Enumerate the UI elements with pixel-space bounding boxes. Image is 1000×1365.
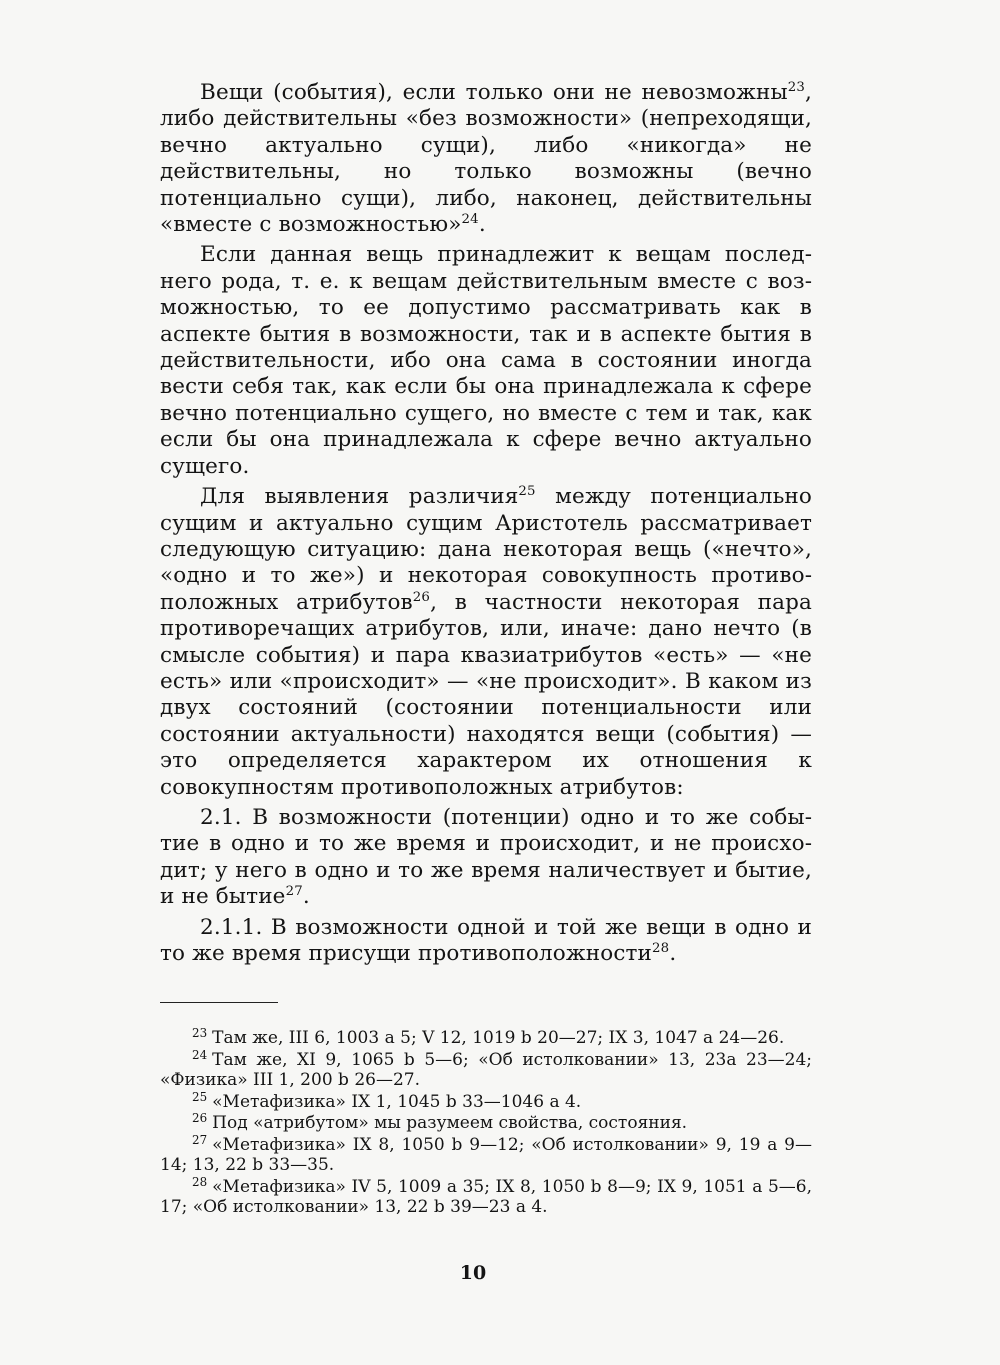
footnote-text: «Метафизика» IX 1, 1045 b 33—1046 a 4. — [212, 1091, 582, 1112]
footnote-text: Под «атрибутом» мы разумеем свойства, состояния. — [212, 1113, 688, 1133]
paragraph-1 — [160, 80, 812, 238]
footnote-28 — [160, 1174, 812, 1218]
footnote-ref-28: 28 — [652, 940, 670, 956]
footnote-text: «Метафизика» IV 5, 1009 a 35; IX 8, 1050 b 8—9; IX 9, 1051 a 5—6, 17; «Об истолковании» 13, 22 b 39—23 a 4. — [160, 1176, 812, 1217]
footnote-24 — [160, 1047, 812, 1091]
footnote-ref-24: 24 — [461, 211, 479, 227]
footnote-ref-23: 23 — [787, 79, 806, 95]
main-text — [160, 80, 812, 971]
paragraph-text: , в частности некоторая пара противоречащих атрибутов, или, иначе: дано нечто (в смысле события) и пара квазиатрибутов «есть» — «не есть» или «происходит» — «не происходит». В каком из двух состояний (состоянии потенциальности или состоянии актуальности) находятся вещи (события) — это определяется характером их отношения к совокупностям противоположных атрибутов: — [160, 589, 812, 800]
paragraph-text: Если данная вещь принадлежит к вещам последнего рода, т. е. к вещам действительным вместе с возможностью, то ее допустимо рассматривать как в аспекте бытия в возможности, так и в аспекте бытия в действительности, ибо она сама в состоянии иногда вести себя так, как если бы она принадлежала к сфере вечно потенциально сущего, но вместе с тем и так, как если бы она принадлежала к сфере вечно актуально сущего. — [160, 242, 812, 479]
paragraph-text: 2.1. В возможности (потенции) одно и то же событие в одно и то же время и происходит, и не происходит; у него в одно и то же время наличествует и бытие, и не бытие — [160, 804, 812, 910]
paragraph-text: , либо действительны «без возможности» (непреходящи, вечно актуально сущи), либо «никогда» не действительны, но только возможны (вечно потенциально сущи), либо, наконец, действительны «вместе с возможностью» — [160, 80, 812, 238]
footnote-number: 27 — [192, 1132, 208, 1147]
footnote-26 — [160, 1113, 812, 1134]
footnote-ref-25: 25 — [518, 483, 536, 499]
footnote-divider — [160, 1002, 278, 1003]
footnote-27 — [160, 1132, 812, 1176]
footnotes — [160, 1028, 812, 1219]
footnote-number: 23 — [192, 1026, 208, 1041]
footnote-23 — [160, 1028, 812, 1049]
footnote-text: «Метафизика» IX 8, 1050 b 9—12; «Об истолковании» 9, 19 a 9—14; 13, 22 b 33—35. — [160, 1134, 812, 1175]
paragraph-text: . — [478, 212, 486, 238]
footnote-number: 28 — [192, 1174, 208, 1189]
footnote-text: Там же, III 6, 1003 a 5; V 12, 1019 b 20—27; IX 3, 1047 a 24—26. — [212, 1028, 785, 1048]
paragraph-text: . — [302, 884, 310, 910]
paragraph-3 — [160, 484, 812, 801]
paragraph-text: между потенциально сущим и актуально сущим Аристотель рассматривает следующую ситуацию: дана некоторая вещь («нечто», «одно и то же») и некоторая совокупность противоположных атрибутов — [160, 484, 813, 615]
page-number: 10 — [459, 1262, 487, 1284]
paragraph-text: . — [669, 941, 677, 966]
paragraph-text: 2.1.1. В возможности одной и той же вещи в одно и то же время присущи противоположности — [160, 914, 812, 966]
footnote-ref-26: 26 — [412, 589, 431, 605]
paragraph-text: Вещи (события), если только они не невозможны — [200, 80, 788, 105]
paragraph-5 — [160, 915, 812, 968]
paragraph-4 — [160, 805, 812, 911]
footnote-text: Там же, XI 9, 1065 b 5—6; «Об истолковании» 13, 23a 23—24; «Физика» III 1, 200 b 26—27. — [160, 1049, 812, 1090]
paragraph-text: Для выявления различия — [200, 484, 519, 510]
footnote-number: 24 — [192, 1047, 208, 1062]
footnote-number: 25 — [192, 1089, 208, 1104]
footnote-25 — [160, 1089, 812, 1113]
footnote-ref-27: 27 — [285, 883, 303, 899]
paragraph-2 — [160, 242, 812, 480]
footnote-number: 26 — [192, 1111, 208, 1126]
